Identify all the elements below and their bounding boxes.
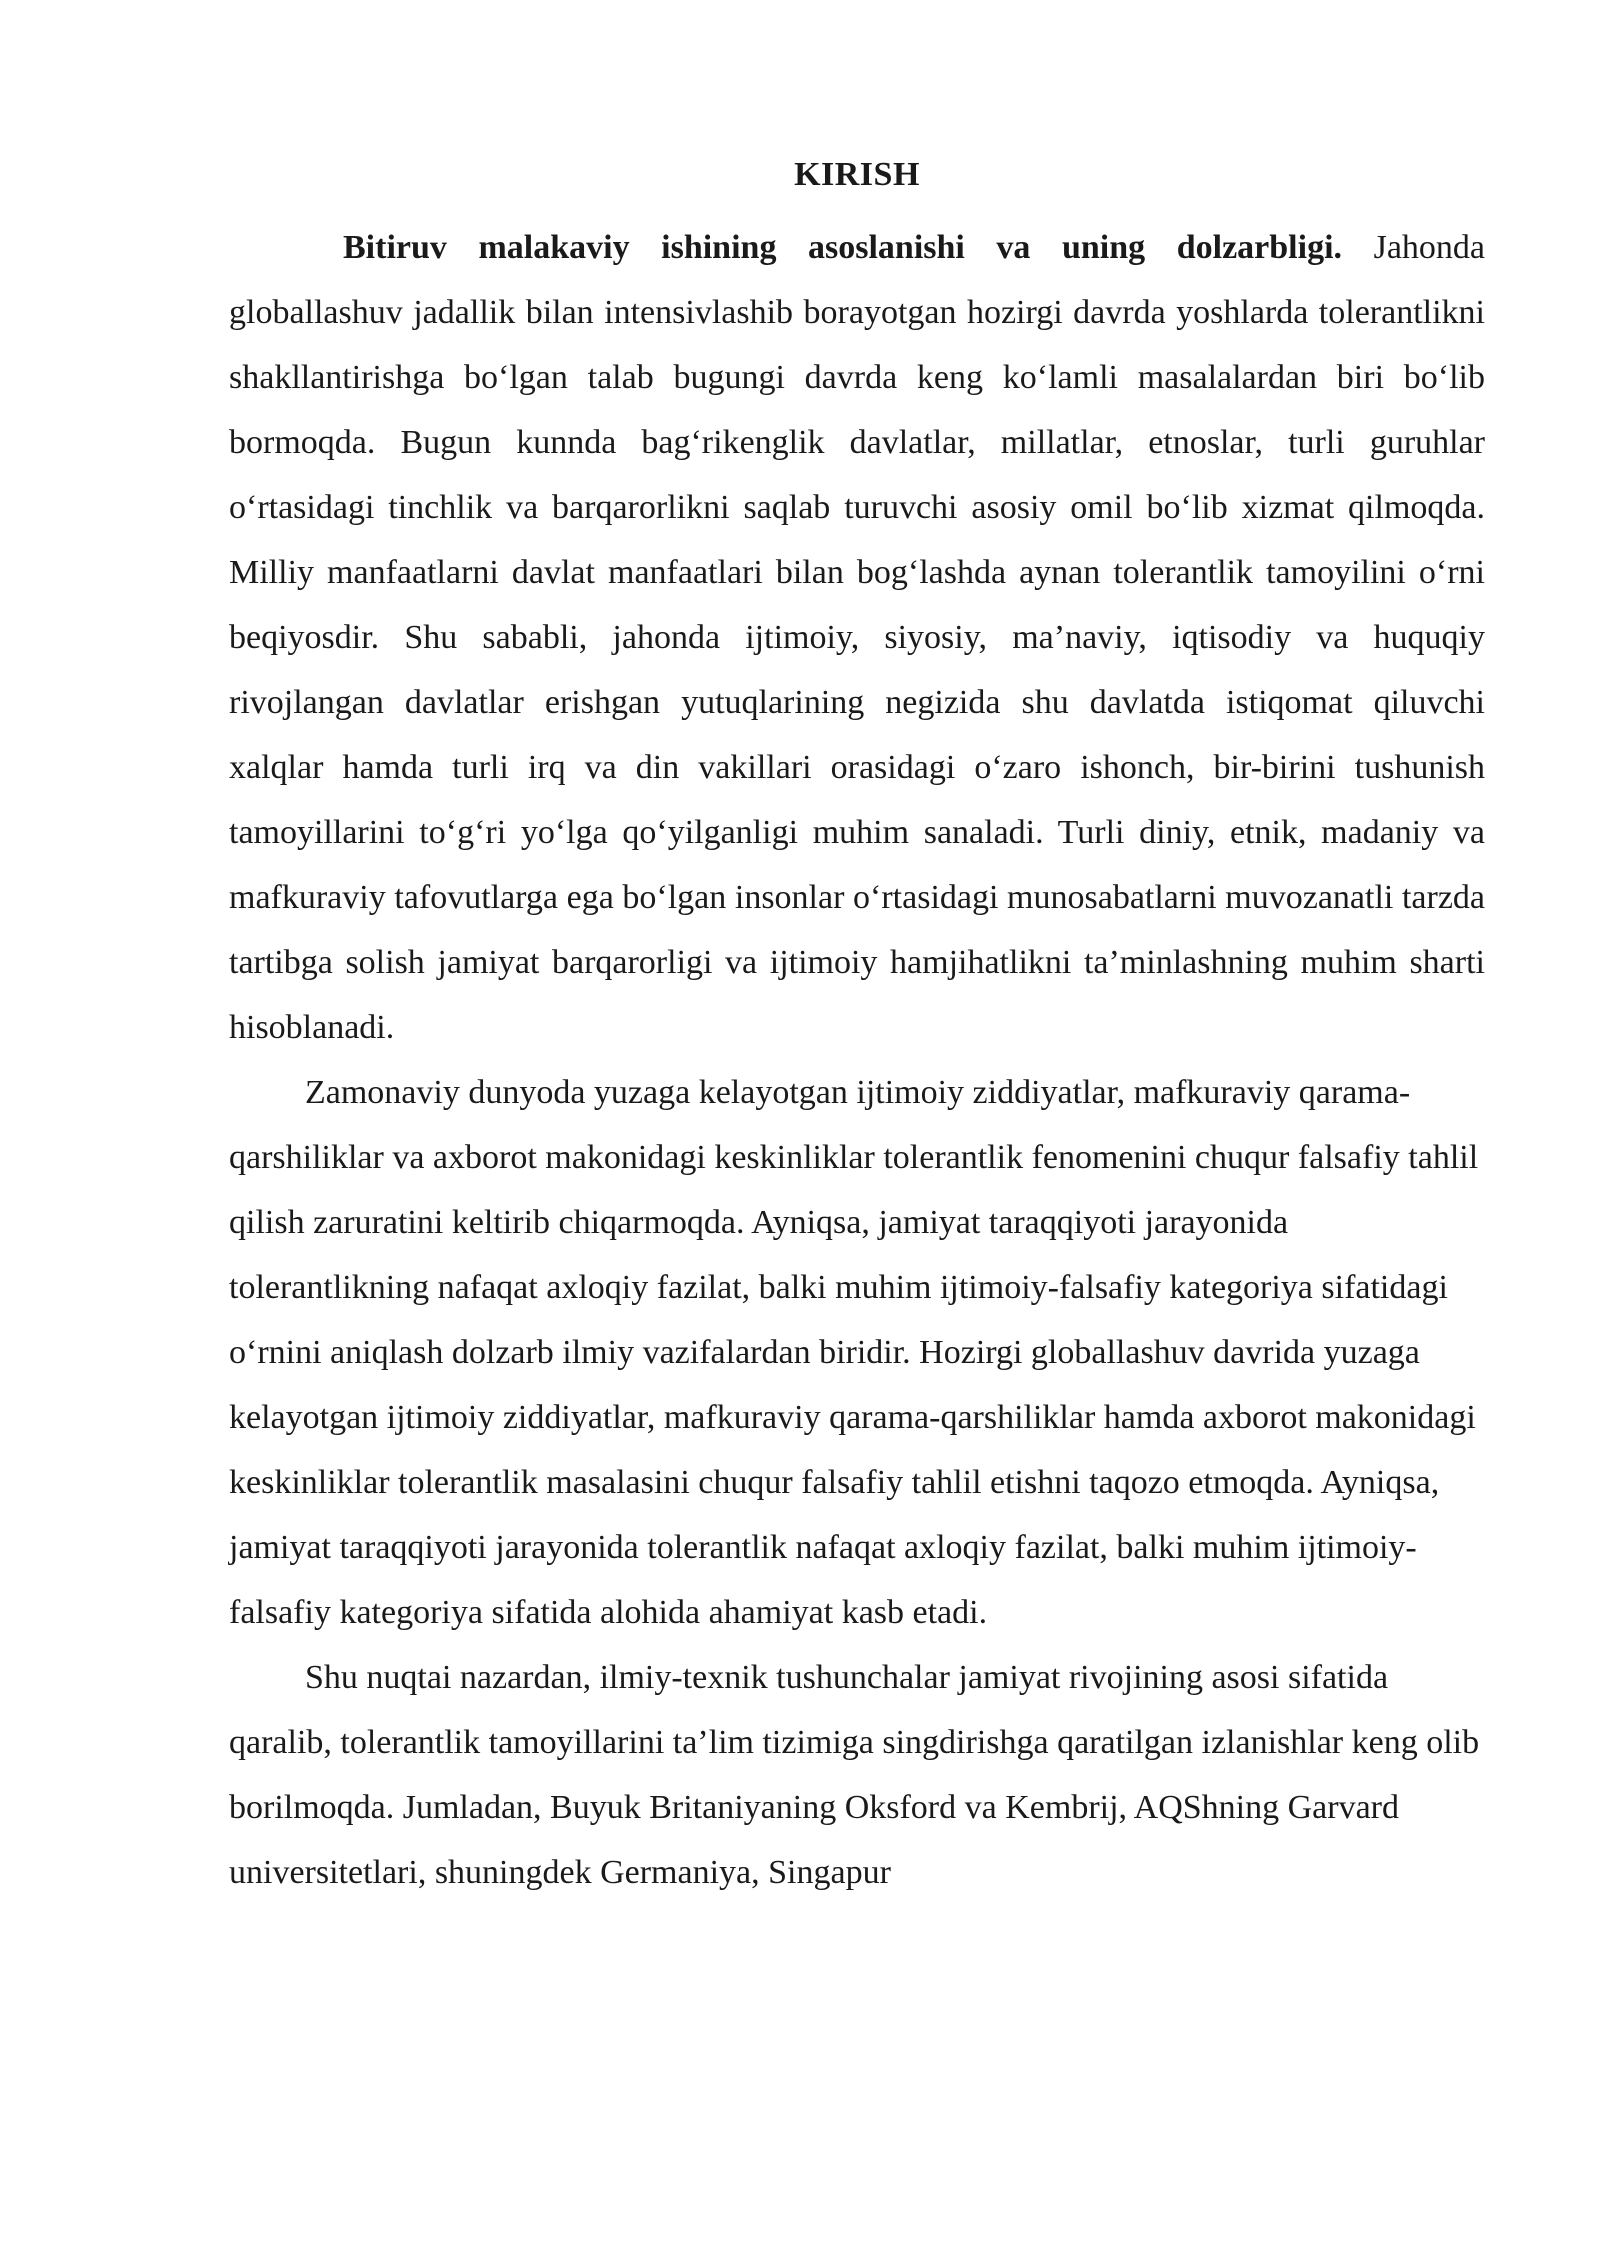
intro-paragraph bbox=[229, 215, 1485, 1060]
page-title: KIRISH bbox=[794, 156, 920, 193]
body-paragraph-2: Zamonaviy dunyoda yuzaga kelayotgan ijtimoiy ziddiyatlar, mafkuraviy qarama-qarshiliklar va axborot makonidagi keskinliklar tolerantlik fenomenini chuqur falsafiy tahlil qilish zaruratini keltirib chiqarmoqda. Ayniqsa, jamiyat taraqqiyoti jarayonida tolerantlikning nafaqat axloqiy fazilat, balki muhim ijtimoiy-falsafiy kategoriya sifatidagi o‘rnini aniqlash dolzarb ilmiy vazifalardan biridir. Hozirgi globallashuv davrida yuzaga kelayotgan ijtimoiy ziddiyatlar, mafkuraviy qarama-qarshiliklar hamda axborot makonidagi keskinliklar tolerantlik masalasini chuqur falsafiy tahlil etishni taqozo etmoqda. Ayniqsa, jamiyat taraqqiyoti jarayonida tolerantlik nafaqat axloqiy fazilat, balki muhim ijtimoiy-falsafiy kategoriya sifatida alohida ahamiyat kasb etadi. bbox=[229, 1074, 1479, 1631]
intro-text: Jahonda globallashuv jadallik bilan intensivlashib borayotgan hozirgi davrda yoshlarda tolerantlikni shakllantirishga bo‘lgan talab bugungi davrda keng ko‘lamli masalalardan biri bo‘lib bormoqda. Bugun kunnda bag‘rikenglik davlatlar, millatlar, etnoslar, turli guruhlar o‘rtasidagi tinchlik va barqarorlikni saqlab turuvchi asosiy omil bo‘lib xizmat qilmoqda. Milliy manfaatlarni davlat manfaatlari bilan bog‘lashda aynan tolerantlik tamoyilini o‘rni beqiyosdir. Shu sababli, jahonda ijtimoiy, siyosiy, ma’naviy, iqtisodiy va huquqiy rivojlangan davlatlar erishgan yutuqlarining negizida shu davlatda istiqomat qiluvchi xalqlar hamda turli irq va din vakillari orasidagi o‘zaro ishonch, bir-birini tushunish tamoyillarini to‘g‘ri yo‘lga qo‘yilganligi muhim sanaladi. Turli diniy, etnik, madaniy va mafkuraviy tafovutlarga ega bo‘lgan insonlar o‘rtasidagi munosabatlarni muvozanatli tarzda tartibga solish jamiyat barqarorligi va ijtimoiy hamjihatlikni ta’minlashning muhim sharti hisoblanadi. bbox=[229, 229, 1486, 1046]
document-page bbox=[229, 150, 1485, 1905]
intro-lead: Bitiruv malakaviy ishining asoslanishi va uning dolzarbligi. bbox=[343, 229, 1343, 266]
body-paragraph-3: Shu nuqtai nazardan, ilmiy-texnik tushunchalar jamiyat rivojining asosi sifatida qaralib, tolerantlik tamoyillarini ta’lim tizimiga singdirishga qaratilgan izlanishlar keng olib borilmoqda. Jumladan, Buyuk Britaniyaning Oksford va Kembrij, AQShning Garvard universitetlari, shuningdek Germaniya, Singapur bbox=[229, 1659, 1480, 1891]
